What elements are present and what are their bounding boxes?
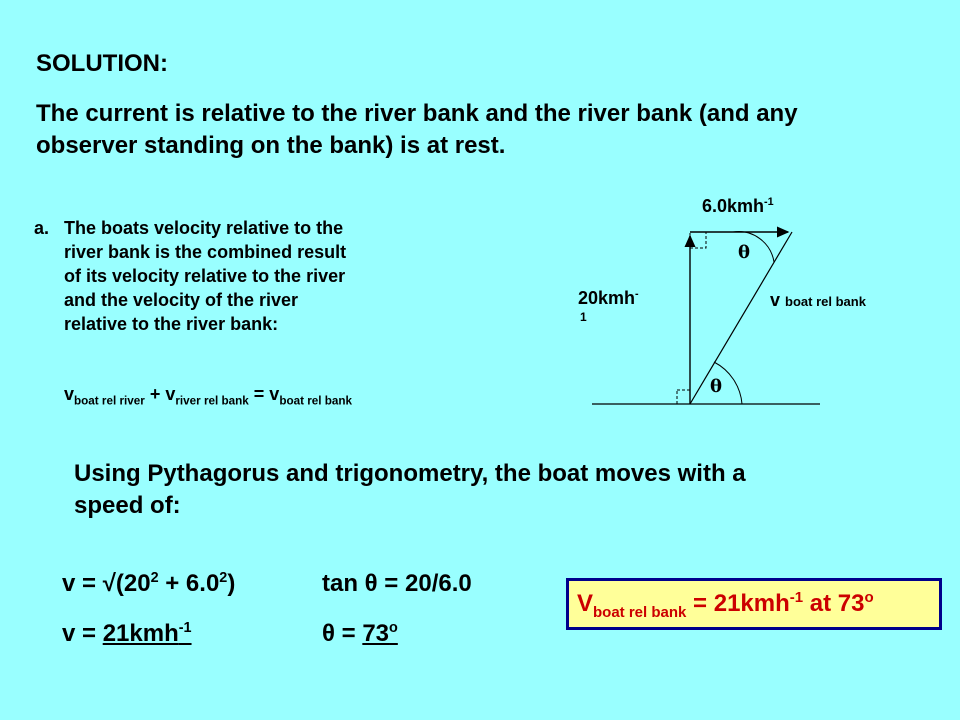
intro-line: The current is relative to the river bank and the river bank (and any xyxy=(36,100,798,127)
part-a-line: relative to the river bank: xyxy=(64,314,279,334)
answer-box: $V_{boat rel bank} = 21kmh^{-1}$ at 73$^o$ xyxy=(566,578,942,630)
pythagoras-line: speed of: xyxy=(74,492,181,519)
intro-line: observer standing on the bank) is at rest. xyxy=(36,132,506,159)
label-boat: 20kmh- xyxy=(578,288,639,308)
calc-speed: $v = √(20^2 + 6.0^2)$ xyxy=(62,570,236,597)
right-angle-top xyxy=(690,232,706,248)
part-a-line: river bank is the combined result xyxy=(64,242,347,262)
right-angle-bottom xyxy=(677,390,690,404)
part-a-marker: a. xyxy=(34,218,50,238)
label-resultant: v boat rel bank xyxy=(770,290,866,310)
vector-equation: $v_{boat rel river} + v_{river rel bank} = v_{boat rel bank}$ xyxy=(64,384,353,408)
part-a-line: and the velocity of the river xyxy=(64,290,299,310)
part-a-line: of its velocity relative to the river xyxy=(64,266,346,286)
label-boat-exp-wrap: 1 xyxy=(580,310,587,324)
calc-tan: tan θ = 20/6.0 xyxy=(322,570,472,597)
solution-heading: SOLUTION: xyxy=(36,50,168,77)
result-angle: $\theta = 73^o$ xyxy=(322,620,398,647)
theta-bottom: θ xyxy=(710,376,723,397)
part-a-line: The boats velocity relative to the xyxy=(64,218,344,238)
pythagoras-line: Using Pythagorus and trigonometry, the boat moves with a xyxy=(74,460,746,487)
result-speed: v = 21kmh$^{-1}$ xyxy=(62,620,192,647)
pythagoras-text xyxy=(74,458,746,522)
theta-top: θ xyxy=(738,242,751,263)
label-current: 6.0kmh$^{-1}$ xyxy=(702,196,774,216)
